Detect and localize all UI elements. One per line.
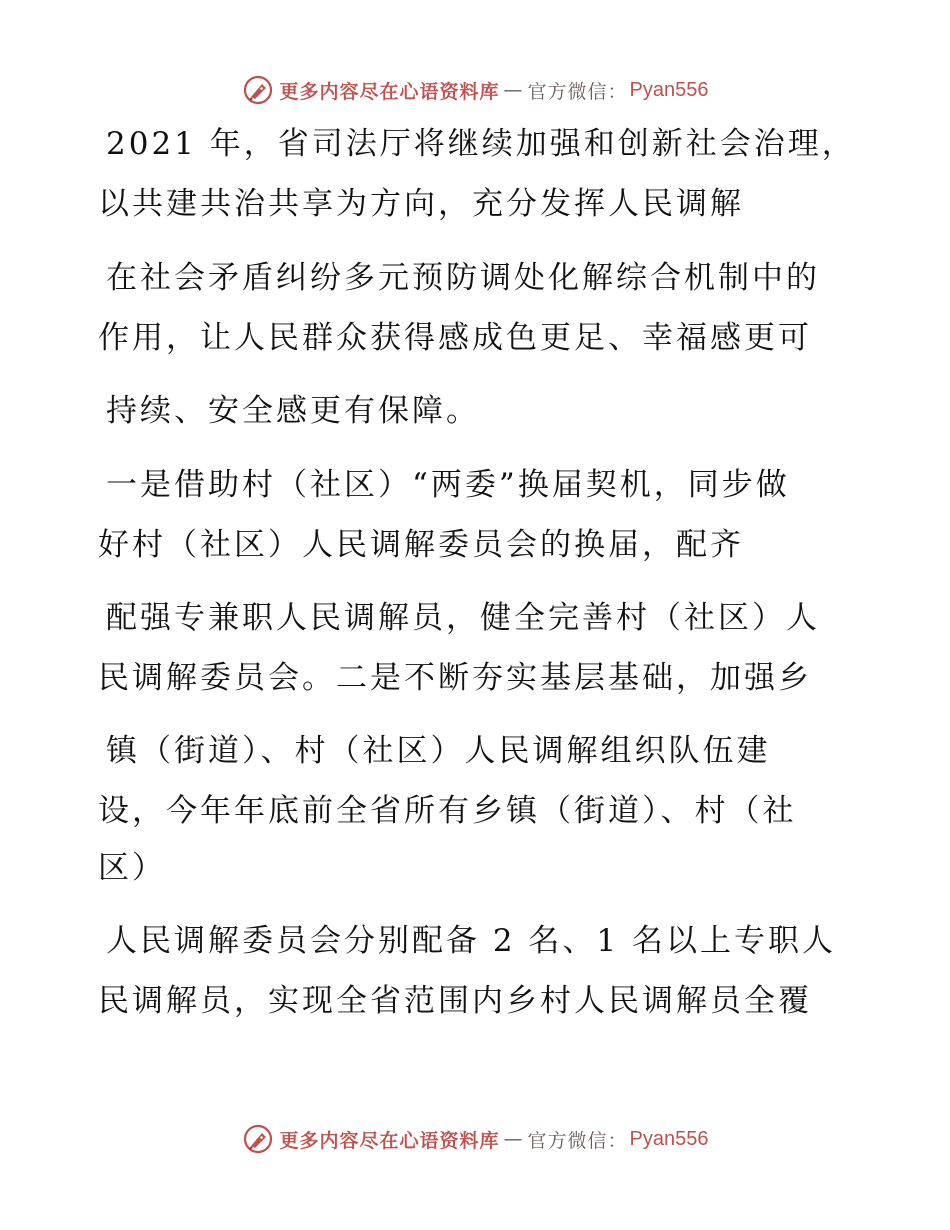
text-line: 一是借助村（社区）“两委”换届契机，同步做 bbox=[106, 467, 790, 503]
banner-account: Pyan556 bbox=[629, 78, 709, 101]
text-line: 区） bbox=[98, 850, 166, 886]
banner-separator: — bbox=[503, 79, 524, 101]
header-watermark bbox=[0, 70, 950, 110]
text-line: 作用，让人民群众获得感成色更足、幸福感更可 bbox=[98, 320, 812, 356]
footer-watermark bbox=[0, 1119, 950, 1159]
banner-account: Pyan556 bbox=[629, 1127, 709, 1150]
text-line: 民调解委员会。二是不断夯实基层基础，加强乡 bbox=[98, 660, 812, 696]
banner-label: 官方微信： bbox=[527, 1129, 628, 1152]
pen-nib-logo-icon bbox=[242, 74, 274, 106]
text-line: 设，今年年底前全省所有乡镇（街道）、村（社 bbox=[98, 793, 797, 829]
text-line: 配强专兼职人民调解员，健全完善村（社区）人 bbox=[106, 600, 820, 636]
banner-main-text: 更多内容尽在心语资料库 bbox=[279, 80, 500, 103]
text-line: 持续、安全感更有保障。 bbox=[106, 393, 480, 429]
text-line: 2021 年，省司法厅将继续加强和创新社会治理， bbox=[106, 126, 856, 162]
pen-nib-logo-icon bbox=[242, 1123, 274, 1155]
text-line: 民调解员，实现全省范围内乡村人民调解员全覆 bbox=[98, 983, 812, 1019]
text-line: 人民调解委员会分别配备 2 名、1 名以上专职人 bbox=[106, 923, 837, 959]
text-line: 镇（街道）、村（社区）人民调解组织队伍建 bbox=[106, 733, 771, 769]
banner-label: 官方微信： bbox=[527, 80, 628, 103]
text-line: 好村（社区）人民调解委员会的换届，配齐 bbox=[98, 527, 744, 563]
banner-separator: — bbox=[503, 1128, 524, 1150]
text-line: 以共建共治共享为方向，充分发挥人民调解 bbox=[98, 186, 744, 222]
banner-main-text: 更多内容尽在心语资料库 bbox=[279, 1129, 500, 1152]
text-line: 在社会矛盾纠纷多元预防调处化解综合机制中的 bbox=[106, 260, 820, 296]
